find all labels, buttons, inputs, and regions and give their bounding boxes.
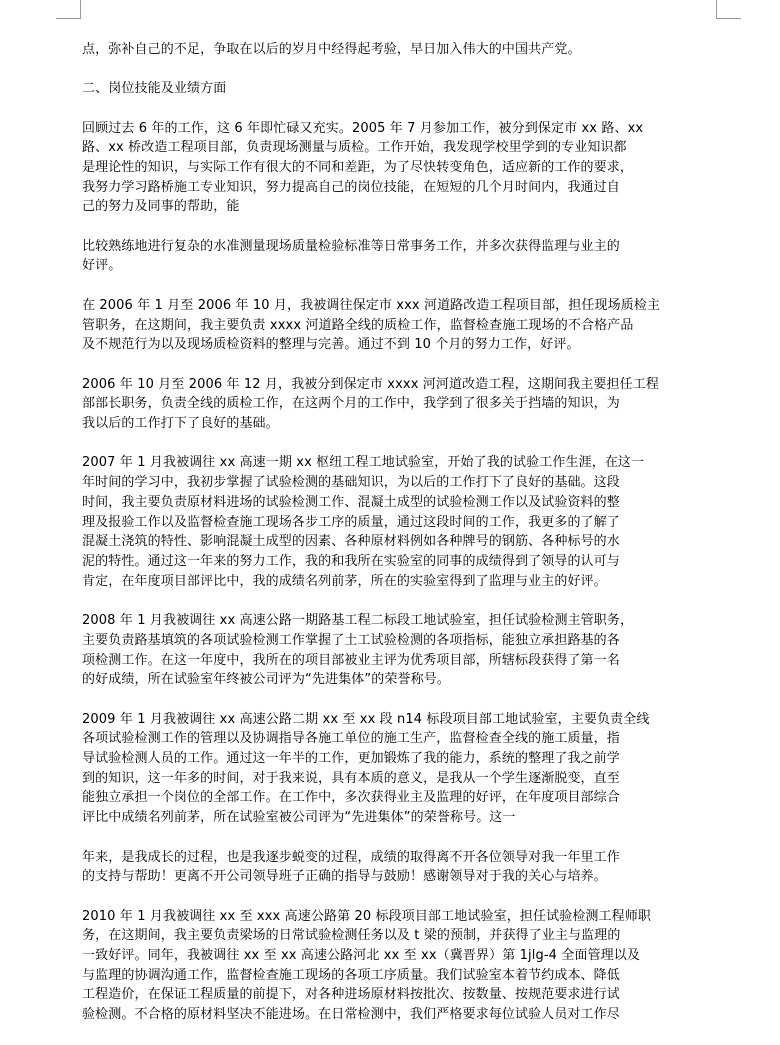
paragraph-2005: 回顾过去 6 年的工作，这 6 年即忙碌又充实。2005 年 7 月参加工作，被分到保定市 xx 路、xx 路、xx 桥改造工程项目部，负责现场测量与质检。工作开始，我发现学校里学到的专业知识都 是理论性的知识，与实际工作有很大的不同和差距，为了尽快转变角色，适应新的工作的要求， 我努力学习路桥施工专业知识，努力提高自己的岗位技能，在短短的几个月时间内，我通过自 己的努力及同事的帮助，能 bbox=[82, 120, 644, 215]
paragraph-2006-jan: 在 2006 年 1 月至 2006 年 10 月，我被调往保定市 xxx 河道路改造工程项目部，担任现场质检主 管职务，在这期间，我主要负责 xxxx 河道路全线的质检工作，监督检查施工现场的不合格产品 及不规范行为以及现场质检资料的整理与完善。通过不到 10 个月的努力工作，好评。 bbox=[82, 297, 661, 353]
document-body bbox=[82, 20, 718, 1045]
paragraph-2005-cont: 比较熟练地进行复杂的水准测量现场质量检验标准等日常事务工作，并多次获得监理与业主的 好评。 bbox=[82, 238, 620, 274]
section-heading-skills: 二、岗位技能及业绩方面 bbox=[82, 81, 227, 97]
paragraph-2006-oct: 2006 年 10 月至 2006 年 12 月，我被分到保定市 xxxx 河河道改造工程，这期间我主要担任工程 部部长职务，负责全线的质检工作，在这两个月的工作中，我学到了很多关于挡墙的知识，为 我以后的工作打下了良好的基础。 bbox=[82, 376, 659, 432]
page-corner-mark-right bbox=[716, 0, 741, 19]
paragraph-2009-cont: 年来，是我成长的过程，也是我逐步蜕变的过程，成绩的取得离不开各位领导对我一年里工作 的支持与帮助！更离不开公司领导班子正确的指导与鼓励！感谢领导对于我的关心与培养。 bbox=[82, 849, 620, 885]
paragraph-2007: 2007 年 1 月我被调往 xx 高速一期 xx 枢纽工程工地试验室，开始了我的试验工作生涯，在这一 年时间的学习中，我初步掌握了试验检测的基础知识，为以后的工作打下了良好的基础。这段 时间，我主要负责原材料进场的试验检测工作、混凝土成型的试验检测工作以及试验资料的整 理及报验工作以及监督检查施工现场各步工序的质量，通过这段时间的工作，我更多的了解了 混凝土浇筑的特性、影响混凝土成型的因素、各种原材料例如各种牌号的钢筋、各种标号的水 泥的特性。通过这一年来的努力工作，我的和我所在实验室的同事的成绩得到了领导的认可与 肯定，在年度项目部评比中，我的成绩名列前茅，所在的实验室得到了监理与业主的好评。 bbox=[82, 455, 645, 589]
paragraph-2010: 2010 年 1 月我被调往 xx 至 xxx 高速公路第 20 标段项目部工地试验室，担任试验检测工程师职 务，在这期间，我主要负责梁场的日常试验检测任务以及 t 梁的预制，并获得了业主与监理的 一致好评。同年，我被调往 xx 至 xx 高速公路河北 xx 至 xx（冀晋界）第 1jlg-4 全面管理以及 与监理的协调沟通工作，监督检查施工现场的各项工序质量。我们试验室本着节约成本、降低 工程造价，在保证工程质量的前提下，对各种进场原材料按批次、按数量、按规范要求进行试 验检测。不合格的原材料坚决不能进场。在日常检测中，我们严格要求每位试验人员对工作尽 bbox=[82, 908, 652, 1023]
page-corner-mark-left bbox=[56, 0, 81, 19]
paragraph-2009: 2009 年 1 月我被调往 xx 高速公路二期 xx 至 xx 段 n14 标段项目部工地试验室，主要负责全线 各项试验检测工作的管理以及协调指导各施工单位的施工生产，监督检查全线的施工质量，指 导试验检测人员的工作。通过这一年半的工作，更加锻炼了我的能力，系统的整理了我之前学 到的知识，这一年多的时间，对于我来说，具有本质的意义，是我从一个学生逐渐脱变，直至 能独立承担一个岗位的全部工作。在工作中，多次获得业主及监理的好评，在年度项目部综合 评比中成绩名列前茅，所在试验室被公司评为“先进集体”的荣誉称号。这一 bbox=[82, 711, 650, 826]
paragraph-party-goal: 点，弥补自己的不足，争取在以后的岁月中经得起考验，早日加入伟大的中国共产党。 bbox=[82, 41, 581, 57]
paragraph-2008: 2008 年 1 月我被调往 xx 高速公路一期路基工程二标段工地试验室，担任试验检测主管职务， 主要负责路基填筑的各项试验检测工作掌握了土工试验检测的各项指标，能独立承担路基的各 项检测工作。在这一年度中，我所在的项目部被业主评为优秀项目部，所辖标段获得了第一名 的好成绩，所在试验室年终被公司评为“先进集体”的荣誉称号。 bbox=[82, 613, 634, 688]
